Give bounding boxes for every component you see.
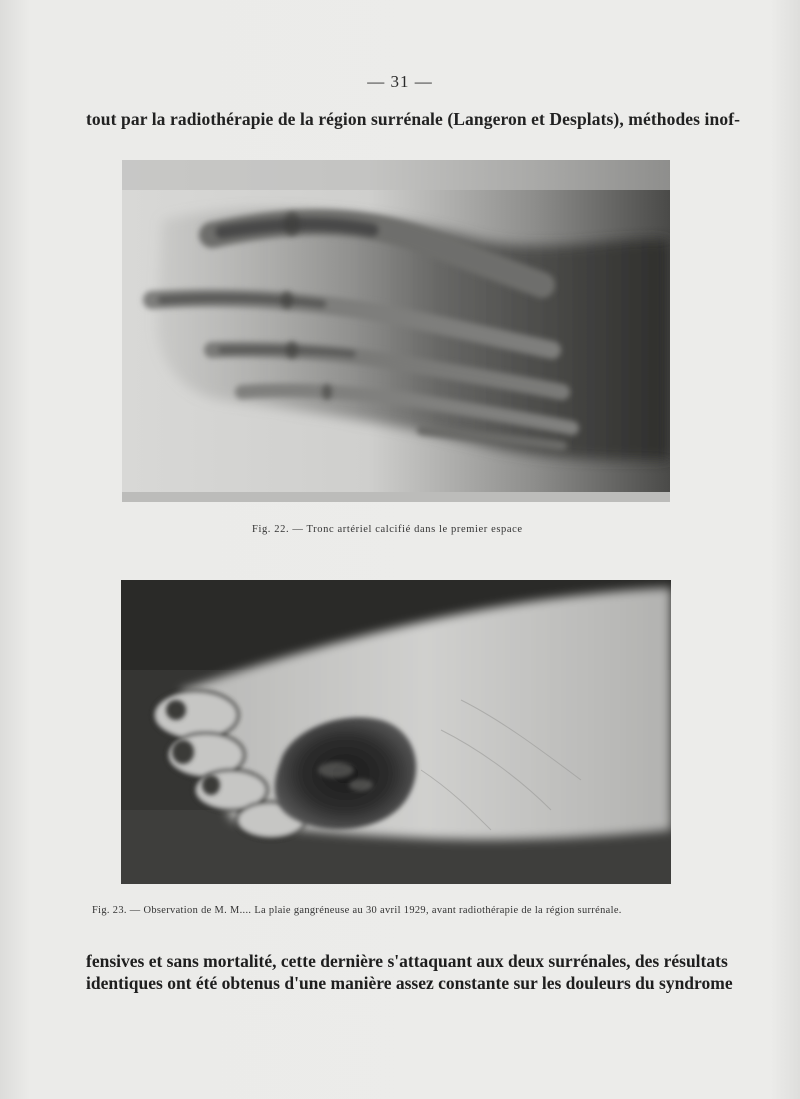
page-number: — 31 — <box>367 72 433 91</box>
figure-22-caption: Fig. 22. — Tronc artériel calcifié dans le premier espace <box>252 524 523 535</box>
radiograph-image <box>122 160 670 502</box>
figure-23-photograph <box>121 580 671 884</box>
body-text-line: fensives et sans mortalité, cette dernière s'attaquant aux deux surrénales, des résultats <box>86 951 728 971</box>
figure-23-caption: Fig. 23. — Observation de M. M.... La plaie gangréneuse au 30 avril 1929, avant radiothérapie de la région surrénale. <box>92 905 622 916</box>
body-text-top-line: tout par la radiothérapie de la région surrénale (Langeron et Desplats), méthodes inof- <box>86 109 741 129</box>
figure-22-radiograph <box>122 160 670 502</box>
body-text-bottom <box>86 950 733 994</box>
body-text-line: identiques ont été obtenus d'une manière assez constante sur les douleurs du syndrome <box>86 973 733 993</box>
foot-photograph-image <box>121 580 671 884</box>
